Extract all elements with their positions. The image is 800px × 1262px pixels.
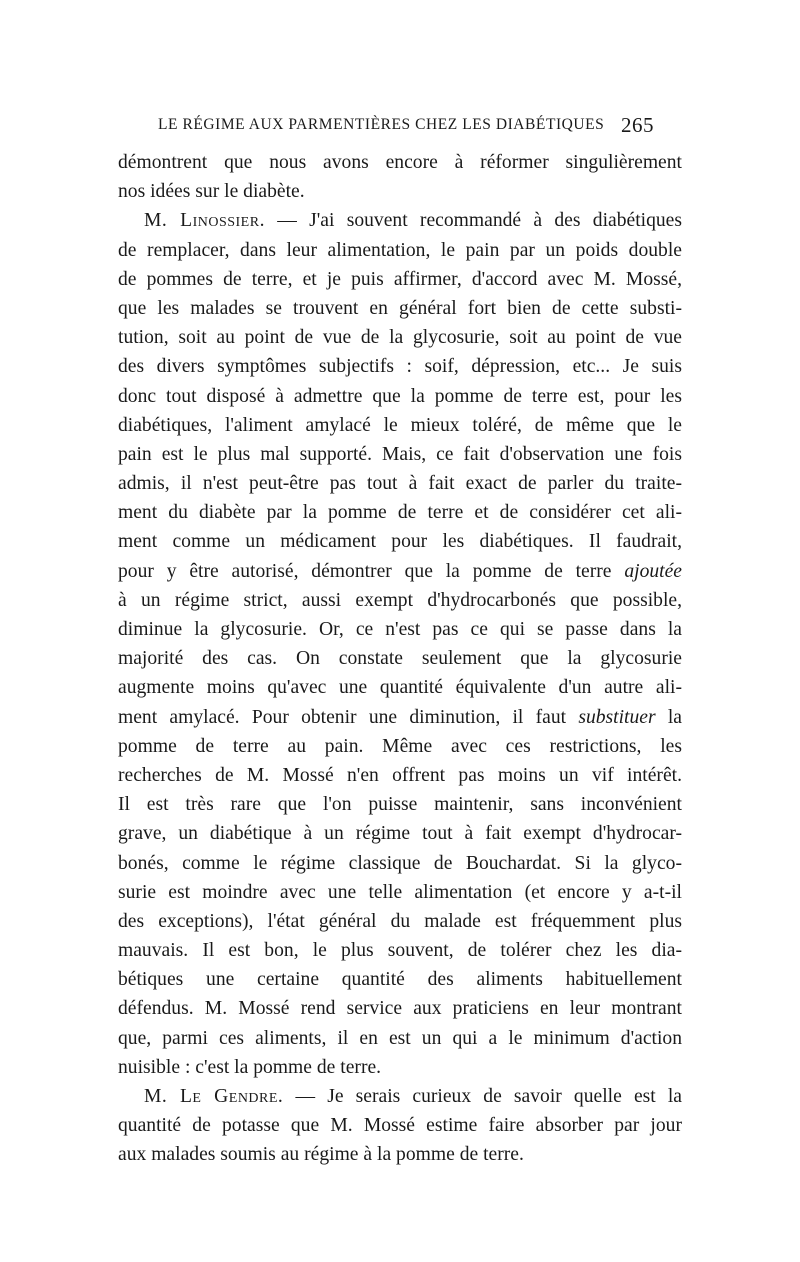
- text-line-speaker-linossier: M. Linossier. — J'ai souvent recommandé à des diabétiques: [144, 210, 682, 232]
- text-line: démontrent que nous avons encore à réformer singulièrement: [118, 152, 682, 173]
- text-line: aux malades soumis au régime à la pomme de terre.: [118, 1144, 524, 1166]
- text-line: pain est le plus mal supporté. Mais, ce fait d'observation une fois: [118, 443, 682, 465]
- text-line: des exceptions), l'état général du malade est fréquemment plus: [118, 910, 682, 932]
- text-line: donc tout disposé à admettre que la pomme de terre est, pour les: [118, 385, 682, 407]
- text-line: bonés, comme le régime classique de Bouchardat. Si la glyco-: [118, 852, 682, 874]
- text-line: que les malades se trouvent en général fort bien de cette substi-: [118, 297, 682, 319]
- text-line: augmente moins qu'avec une quantité équivalente d'un autre ali-: [118, 677, 682, 699]
- page-number: 265: [621, 113, 654, 137]
- speaker-name: M. Linossier.: [144, 210, 265, 232]
- text-line: nos idées sur le diabète.: [118, 181, 305, 203]
- text-line: diminue la glycosurie. Or, ce n'est pas ce qui se passe dans la: [118, 619, 682, 640]
- text-line: quantité de potasse que M. Mossé estime faire absorber par jour: [118, 1115, 682, 1137]
- running-header: [158, 113, 654, 140]
- text-line: des divers symptômes subjectifs : soif, dépression, etc... Je suis: [118, 356, 682, 378]
- text-line: ment comme un médicament pour les diabétiques. Il faudrait,: [118, 531, 682, 553]
- text-line: surie est moindre avec une telle alimentation (et encore y a-t-il: [118, 881, 682, 903]
- italic-word: ajoutée: [624, 560, 682, 582]
- text-line: Il est très rare que l'on puisse maintenir, sans inconvénient: [118, 794, 682, 816]
- text-line-substituer: ment amylacé. Pour obtenir une diminution, il faut substituer la: [118, 706, 682, 728]
- text-line-speaker-le-gendre: M. Le Gendre. — Je serais curieux de savoir quelle est la: [144, 1086, 682, 1107]
- text-line: bétiques une certaine quantité des aliments habituellement: [118, 969, 682, 991]
- text-line: nuisible : c'est la pomme de terre.: [118, 1056, 382, 1078]
- text-line: grave, un diabétique à un régime tout à fait exempt d'hydrocar-: [118, 823, 682, 845]
- text-line: que, parmi ces aliments, il en est un qui a le minimum d'action: [118, 1027, 682, 1049]
- italic-word: substituer: [578, 706, 656, 728]
- text-line-ajoutee: pour y être autorisé, démontrer que la pomme de terre ajoutée: [118, 560, 682, 582]
- body-text: [118, 148, 682, 1170]
- text-line: ment du diabète par la pomme de terre et de considérer cet ali-: [118, 502, 682, 524]
- text-line: de remplacer, dans leur alimentation, le pain par un poids double: [118, 239, 682, 261]
- running-title: LE RÉGIME AUX PARMENTIÈRES CHEZ LES DIABÉTIQUES: [158, 116, 605, 133]
- text-line: défendus. M. Mossé rend service aux praticiens en leur montrant: [118, 998, 682, 1020]
- text-line: de pommes de terre, et je puis affirmer, d'accord avec M. Mossé,: [118, 268, 682, 290]
- speaker-name: M. Le Gendre.: [144, 1086, 284, 1107]
- text-line: pomme de terre au pain. Même avec ces restrictions, les: [118, 735, 682, 757]
- text-line: admis, il n'est peut-être pas tout à fait exact de parler du traite-: [118, 473, 682, 495]
- text-line: diabétiques, l'aliment amylacé le mieux toléré, de même que le: [118, 414, 682, 436]
- text-line: à un régime strict, aussi exempt d'hydrocarbonés que possible,: [118, 589, 682, 611]
- text-line: majorité des cas. On constate seulement que la glycosurie: [118, 648, 682, 670]
- text-line: recherches de M. Mossé n'en offrent pas moins un vif intérêt.: [118, 764, 682, 786]
- text-line: mauvais. Il est bon, le plus souvent, de tolérer chez les dia-: [118, 940, 682, 962]
- text-line: tution, soit au point de vue de la glycosurie, soit au point de vue: [118, 327, 682, 349]
